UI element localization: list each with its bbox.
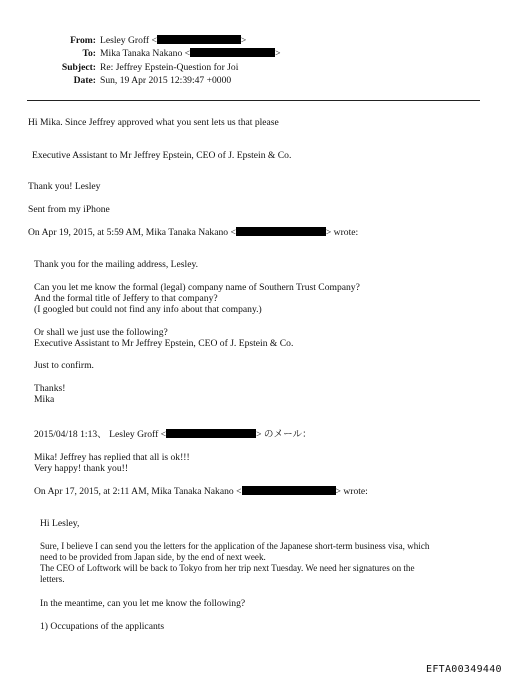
from-label: From: xyxy=(70,35,96,46)
subject-value: Re: Jeffrey Epstein-Question for Joi xyxy=(100,62,239,73)
body-line: Can you let me know the formal (legal) company name of Southern Trust Company? xyxy=(34,282,360,293)
body-line: Thank you! Lesley xyxy=(28,181,101,192)
body-line: Mika! Jeffrey has replied that all is ok!!! xyxy=(34,452,190,463)
body-line: Sent from my iPhone xyxy=(28,204,110,215)
date-value: Sun, 19 Apr 2015 12:39:47 +0000 xyxy=(100,75,232,86)
quote-header xyxy=(34,486,368,497)
quote-header-suffix: > wrote: xyxy=(325,227,359,238)
quote-header-suffix: > のメール： xyxy=(256,429,312,440)
date-label: Date: xyxy=(73,75,96,86)
to-label: To: xyxy=(82,48,96,59)
quote-header-text: 2015/04/18 1:13、 Lesley Groff < xyxy=(34,429,167,440)
body-line: Or shall we just use the following? xyxy=(34,327,168,338)
body-line: Just to confirm. xyxy=(34,360,94,371)
redaction-bar xyxy=(166,429,256,438)
redaction-bar xyxy=(242,486,336,495)
body-line: (I googled but could not find any info about that company.) xyxy=(34,304,262,315)
from-suffix: > xyxy=(240,35,247,46)
body-line: Very happy! thank you!! xyxy=(34,463,129,474)
body-line: Hi Lesley, xyxy=(40,518,80,529)
body-line: Hi Mika. Since Jeffrey approved what you sent lets us that please xyxy=(28,117,279,128)
body-line: In the meantime, can you let me know the following? xyxy=(40,598,246,609)
body-line: 1) Occupations of the applicants xyxy=(40,621,165,632)
body-line: letters. xyxy=(40,574,65,584)
redaction-bar xyxy=(157,35,241,44)
body-line: The CEO of Loftwork will be back to Tokyo from her trip next Tuesday. We need her signatures on the xyxy=(40,563,415,573)
body-line: need to be provided from Japan side, by the end of next week. xyxy=(40,552,266,562)
quote-header-text: On Apr 17, 2015, at 2:11 AM, Mika Tanaka Nakano < xyxy=(34,486,242,497)
header-divider xyxy=(27,100,480,101)
quote-header xyxy=(28,227,358,238)
from-value: Lesley Groff < xyxy=(100,35,157,46)
quote-header-text: On Apr 19, 2015, at 5:59 AM, Mika Tanaka Nakano < xyxy=(28,227,236,238)
body-line: Executive Assistant to Mr Jeffrey Epstein, CEO of J. Epstein & Co. xyxy=(32,150,292,161)
redaction-bar xyxy=(190,48,275,57)
bates-number: EFTA00349440 xyxy=(426,664,502,675)
quote-header xyxy=(34,429,312,440)
to-value: Mika Tanaka Nakano < xyxy=(100,48,191,59)
from-field xyxy=(100,35,246,46)
body-line: Sure, I believe I can send you the letters for the application of the Japanese short-term business visa, which xyxy=(40,541,430,551)
quote-header-suffix: > wrote: xyxy=(335,486,368,497)
body-line: Executive Assistant to Mr Jeffrey Epstein, CEO of J. Epstein & Co. xyxy=(34,338,294,349)
redaction-bar xyxy=(236,227,326,236)
to-suffix: > xyxy=(275,48,281,59)
to-field xyxy=(100,48,281,59)
body-line: Thanks! xyxy=(34,383,66,394)
body-line: Thank you for the mailing address, Lesley. xyxy=(34,259,199,270)
body-line: Mika xyxy=(34,394,55,405)
body-line: And the formal title of Jeffery to that company? xyxy=(34,293,218,304)
subject-label: Subject: xyxy=(61,62,96,73)
